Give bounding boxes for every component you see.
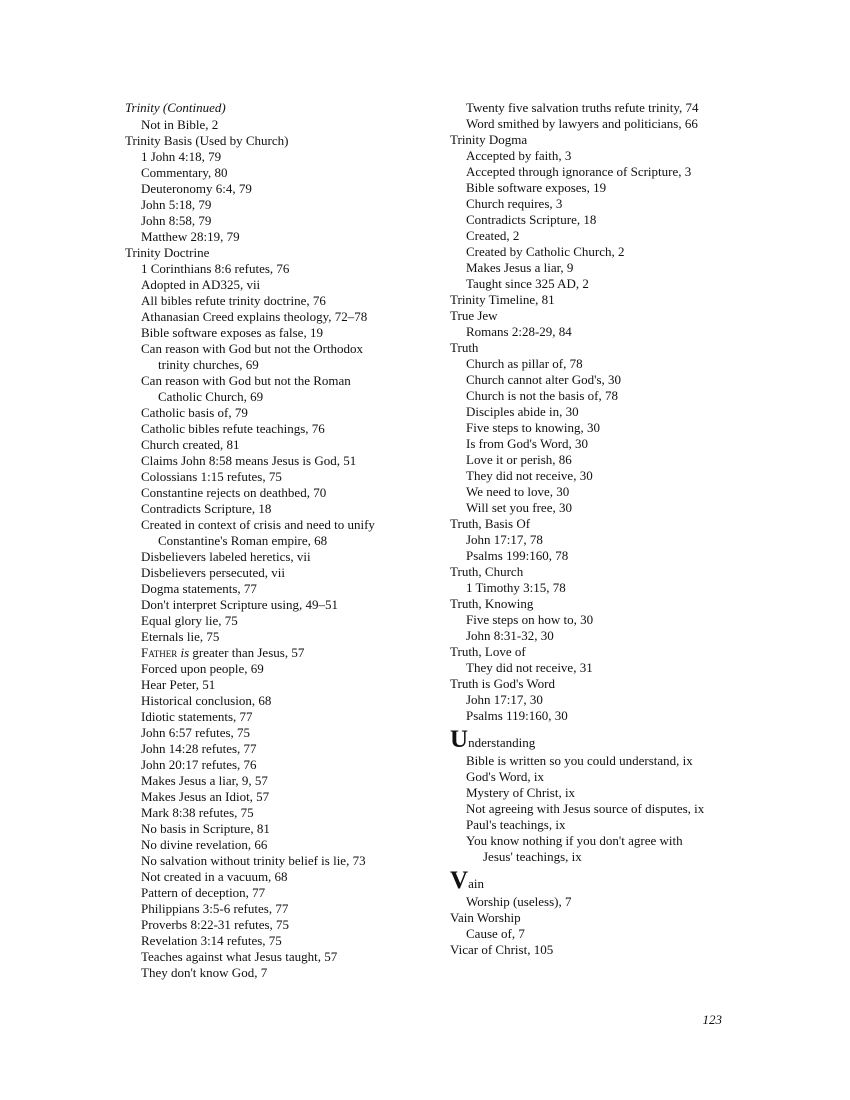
index-entry: Is from God's Word, 30 — [466, 436, 589, 451]
right-column — [450, 100, 750, 958]
section-letter: V — [450, 867, 469, 894]
index-entry: trinity churches, 69 — [158, 357, 259, 372]
index-entry: They did not receive, 31 — [466, 660, 593, 675]
index-entry: Not agreeing with Jesus source of disputes, ix — [466, 801, 705, 816]
index-entry: Love it or perish, 86 — [466, 452, 572, 467]
index-heading: Truth — [450, 340, 479, 355]
index-entry: John 14:28 refutes, 77 — [141, 741, 257, 756]
index-list — [125, 661, 425, 981]
index-heading: True Jew — [450, 308, 498, 323]
index-entry: Colossians 1:15 refutes, 75 — [141, 469, 282, 484]
index-entry: Makes Jesus a liar, 9 — [466, 260, 574, 275]
index-entry: Catholic basis of, 79 — [141, 405, 248, 420]
index-entry: Created in context of crisis and need to unify — [141, 517, 375, 532]
index-entry: No basis in Scripture, 81 — [141, 821, 270, 836]
index-entry: Church cannot alter God's, 30 — [466, 372, 622, 387]
index-entry: Disciples abide in, 30 — [466, 404, 579, 419]
index-entry: Church requires, 3 — [466, 196, 563, 211]
index-entry: Psalms 119:160, 30 — [466, 708, 568, 723]
index-entry: 1 John 4:18, 79 — [141, 149, 222, 164]
index-entry: Disbelievers persecuted, vii — [141, 565, 286, 580]
index-entry: Psalms 199:160, 78 — [466, 548, 569, 563]
index-entry: Will set you free, 30 — [466, 500, 572, 515]
left-column — [125, 100, 425, 981]
index-entry: Claims John 8:58 means Jesus is God, 51 — [141, 453, 357, 468]
index-entry: Pattern of deception, 77 — [141, 885, 266, 900]
index-entry: Makes Jesus a liar, 9, 57 — [141, 773, 268, 788]
index-entry: Can reason with God but not the Orthodox — [141, 341, 364, 356]
index-entry: Don't interpret Scripture using, 49–51 — [141, 597, 338, 612]
index-entry: All bibles refute trinity doctrine, 76 — [141, 293, 326, 308]
index-entry: Contradicts Scripture, 18 — [466, 212, 597, 227]
index-entry: Accepted through ignorance of Scripture, 3 — [466, 164, 692, 179]
index-entry: Can reason with God but not the Roman — [141, 373, 351, 388]
index-entry: Bible software exposes, 19 — [466, 180, 607, 195]
section-title: nderstanding — [468, 735, 536, 750]
index-entry: Paul's teachings, ix — [466, 817, 566, 832]
section-heading-u — [450, 726, 750, 753]
index-entry: Athanasian Creed explains theology, 72–78 — [141, 309, 368, 324]
index-entry: Idiotic statements, 77 — [141, 709, 253, 724]
index-list — [125, 117, 425, 645]
index-entry: Eternals lie, 75 — [141, 629, 220, 644]
index-entry: Hear Peter, 51 — [141, 677, 216, 692]
index-entry: No salvation without trinity belief is lie, 73 — [141, 853, 366, 868]
index-heading: Vain Worship — [450, 910, 521, 925]
index-entry: Taught since 325 AD, 2 — [466, 276, 589, 291]
index-heading: Trinity Dogma — [450, 132, 528, 147]
index-entry: Five steps to knowing, 30 — [466, 420, 600, 435]
index-entry: Mark 8:38 refutes, 75 — [141, 805, 254, 820]
index-entry: Church is not the basis of, 78 — [466, 388, 619, 403]
index-entry: John 8:31-32, 30 — [466, 628, 554, 643]
index-list — [450, 100, 750, 724]
index-entry: Bible software exposes as false, 19 — [141, 325, 323, 340]
index-entry: Disbelievers labeled heretics, vii — [141, 549, 311, 564]
section-title: ain — [468, 876, 484, 891]
index-entry: Cause of, 7 — [466, 926, 525, 941]
index-entry: Dogma statements, 77 — [141, 581, 257, 596]
index-entry: Proverbs 8:22-31 refutes, 75 — [141, 917, 290, 932]
index-entry: Created, 2 — [466, 228, 520, 243]
index-entry: Constantine's Roman empire, 68 — [158, 533, 328, 548]
index-entry: Equal glory lie, 75 — [141, 613, 238, 628]
index-entry: Constantine rejects on deathbed, 70 — [141, 485, 327, 500]
index-entry: Commentary, 80 — [141, 165, 228, 180]
index-entry: Forced upon people, 69 — [141, 661, 264, 676]
index-entry: Historical conclusion, 68 — [141, 693, 272, 708]
index-entry: Worship (useless), 7 — [466, 894, 572, 909]
index-heading: Truth, Knowing — [450, 596, 534, 611]
continued-heading: Trinity (Continued) — [125, 100, 226, 115]
page-number: 123 — [702, 1012, 722, 1027]
index-entry: Jesus' teachings, ix — [483, 849, 582, 864]
index-heading: Trinity Basis (Used by Church) — [125, 133, 289, 148]
index-entry: Catholic bibles refute teachings, 76 — [141, 421, 325, 436]
index-entry: John 20:17 refutes, 76 — [141, 757, 257, 772]
index-entry: Five steps on how to, 30 — [466, 612, 594, 627]
index-entry: Created by Catholic Church, 2 — [466, 244, 625, 259]
index-entry: 1 Timothy 3:15, 78 — [466, 580, 566, 595]
index-heading: Trinity Timeline, 81 — [450, 292, 555, 307]
index-entry: They did not receive, 30 — [466, 468, 593, 483]
index-entry: Not created in a vacuum, 68 — [141, 869, 288, 884]
index-entry: Matthew 28:19, 79 — [141, 229, 240, 244]
index-entry: John 17:17, 78 — [466, 532, 543, 547]
index-entry: Contradicts Scripture, 18 — [141, 501, 272, 516]
index-entry: Makes Jesus an Idiot, 57 — [141, 789, 270, 804]
index-heading: Truth, Church — [450, 564, 524, 579]
index-entry: John 5:18, 79 — [141, 197, 212, 212]
index-entry: No divine revelation, 66 — [141, 837, 268, 852]
index-entry: John 6:57 refutes, 75 — [141, 725, 251, 740]
index-entry: 1 Corinthians 8:6 refutes, 76 — [141, 261, 290, 276]
index-entry: John 8:58, 79 — [141, 213, 212, 228]
index-entry: God's Word, ix — [466, 769, 544, 784]
index-entry: Philippians 3:5-6 refutes, 77 — [141, 901, 289, 916]
index-entry: Teaches against what Jesus taught, 57 — [141, 949, 338, 964]
index-entry: We need to love, 30 — [466, 484, 570, 499]
index-heading: Truth is God's Word — [450, 676, 555, 691]
index-entry: Word smithed by lawyers and politicians, 66 — [466, 116, 698, 131]
index-entry: They don't know God, 7 — [141, 965, 268, 980]
index-entry: Adopted in AD325, vii — [141, 277, 261, 292]
index-heading: Truth, Love of — [450, 644, 526, 659]
index-heading: Vicar of Christ, 105 — [450, 942, 554, 957]
index-entry: Revelation 3:14 refutes, 75 — [141, 933, 282, 948]
index-entry: You know nothing if you don't agree with — [466, 833, 683, 848]
index-entry: John 17:17, 30 — [466, 692, 543, 707]
index-heading: Trinity Doctrine — [125, 245, 210, 260]
section-letter: U — [450, 726, 469, 753]
index-entry: Twenty five salvation truths refute trinity, 74 — [466, 100, 699, 115]
small-caps-word: Father — [141, 645, 178, 660]
index-list — [450, 894, 750, 958]
index-entry: Accepted by faith, 3 — [466, 148, 572, 163]
index-entry: Mystery of Christ, ix — [466, 785, 576, 800]
index-entry: Catholic Church, 69 — [158, 389, 264, 404]
index-heading: Truth, Basis Of — [450, 516, 531, 531]
index-entry — [125, 645, 425, 661]
italic-word: is — [180, 645, 190, 660]
index-entry: Deuteronomy 6:4, 79 — [141, 181, 252, 196]
index-entry: Not in Bible, 2 — [141, 117, 219, 132]
index-entry: Church as pillar of, 78 — [466, 356, 583, 371]
index-entry: Romans 2:28-29, 84 — [466, 324, 572, 339]
entry-text: greater than Jesus, 57 — [189, 645, 305, 660]
section-heading-v — [450, 867, 750, 894]
index-entry: Church created, 81 — [141, 437, 240, 452]
index-entry: Bible is written so you could understand, ix — [466, 753, 693, 768]
index-list — [450, 753, 750, 865]
